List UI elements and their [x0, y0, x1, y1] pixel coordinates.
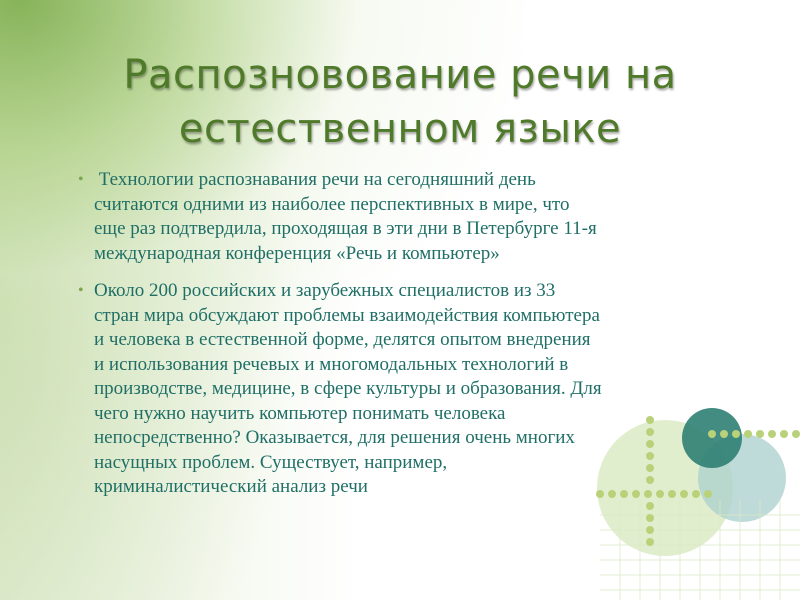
bullet-item: [78, 279, 758, 500]
bullet-line: еще раз подтвердила, проходящая в эти дни в Петербурге 11-я: [94, 218, 597, 239]
bullet-line: стран мира обсуждают проблемы взаимодействия компьютера: [94, 304, 600, 326]
bullet-line: чего нужно научить компьютер понимать человека: [94, 402, 506, 424]
bullet-item: [78, 168, 758, 266]
bullet-line: международная конференция «Речь и компьютер»: [94, 242, 500, 264]
title-line: Распозновование речи на: [123, 52, 677, 98]
bullet-marker: •: [78, 171, 84, 188]
bullet-line: и использования речевых и многомодальных технологий в: [94, 353, 569, 375]
bullet-list: [78, 168, 758, 513]
bullet-line: Технологии распознавания речи на сегодняшний день: [94, 169, 536, 190]
title-line: естественном языке: [178, 106, 622, 152]
bullet-line: Около 200 российских и зарубежных специалистов из 33: [94, 280, 556, 301]
bullet-line: непосредственно? Оказывается, для решения очень многих: [94, 427, 575, 448]
bullet-line: и человека в естественной форме, делятся опытом внедрения: [94, 329, 591, 350]
bullet-line: криминалистический анализ речи: [94, 476, 368, 497]
bullet-line: считаются одними из наиболее перспективных в мире, что: [94, 193, 570, 215]
slide-title: [60, 48, 740, 156]
bullet-line: насущных проблем. Существует, например,: [94, 451, 448, 473]
bullet-marker: •: [78, 282, 84, 299]
bullet-line: производстве, медицине, в сфере культуры и образования. Для: [94, 378, 602, 399]
